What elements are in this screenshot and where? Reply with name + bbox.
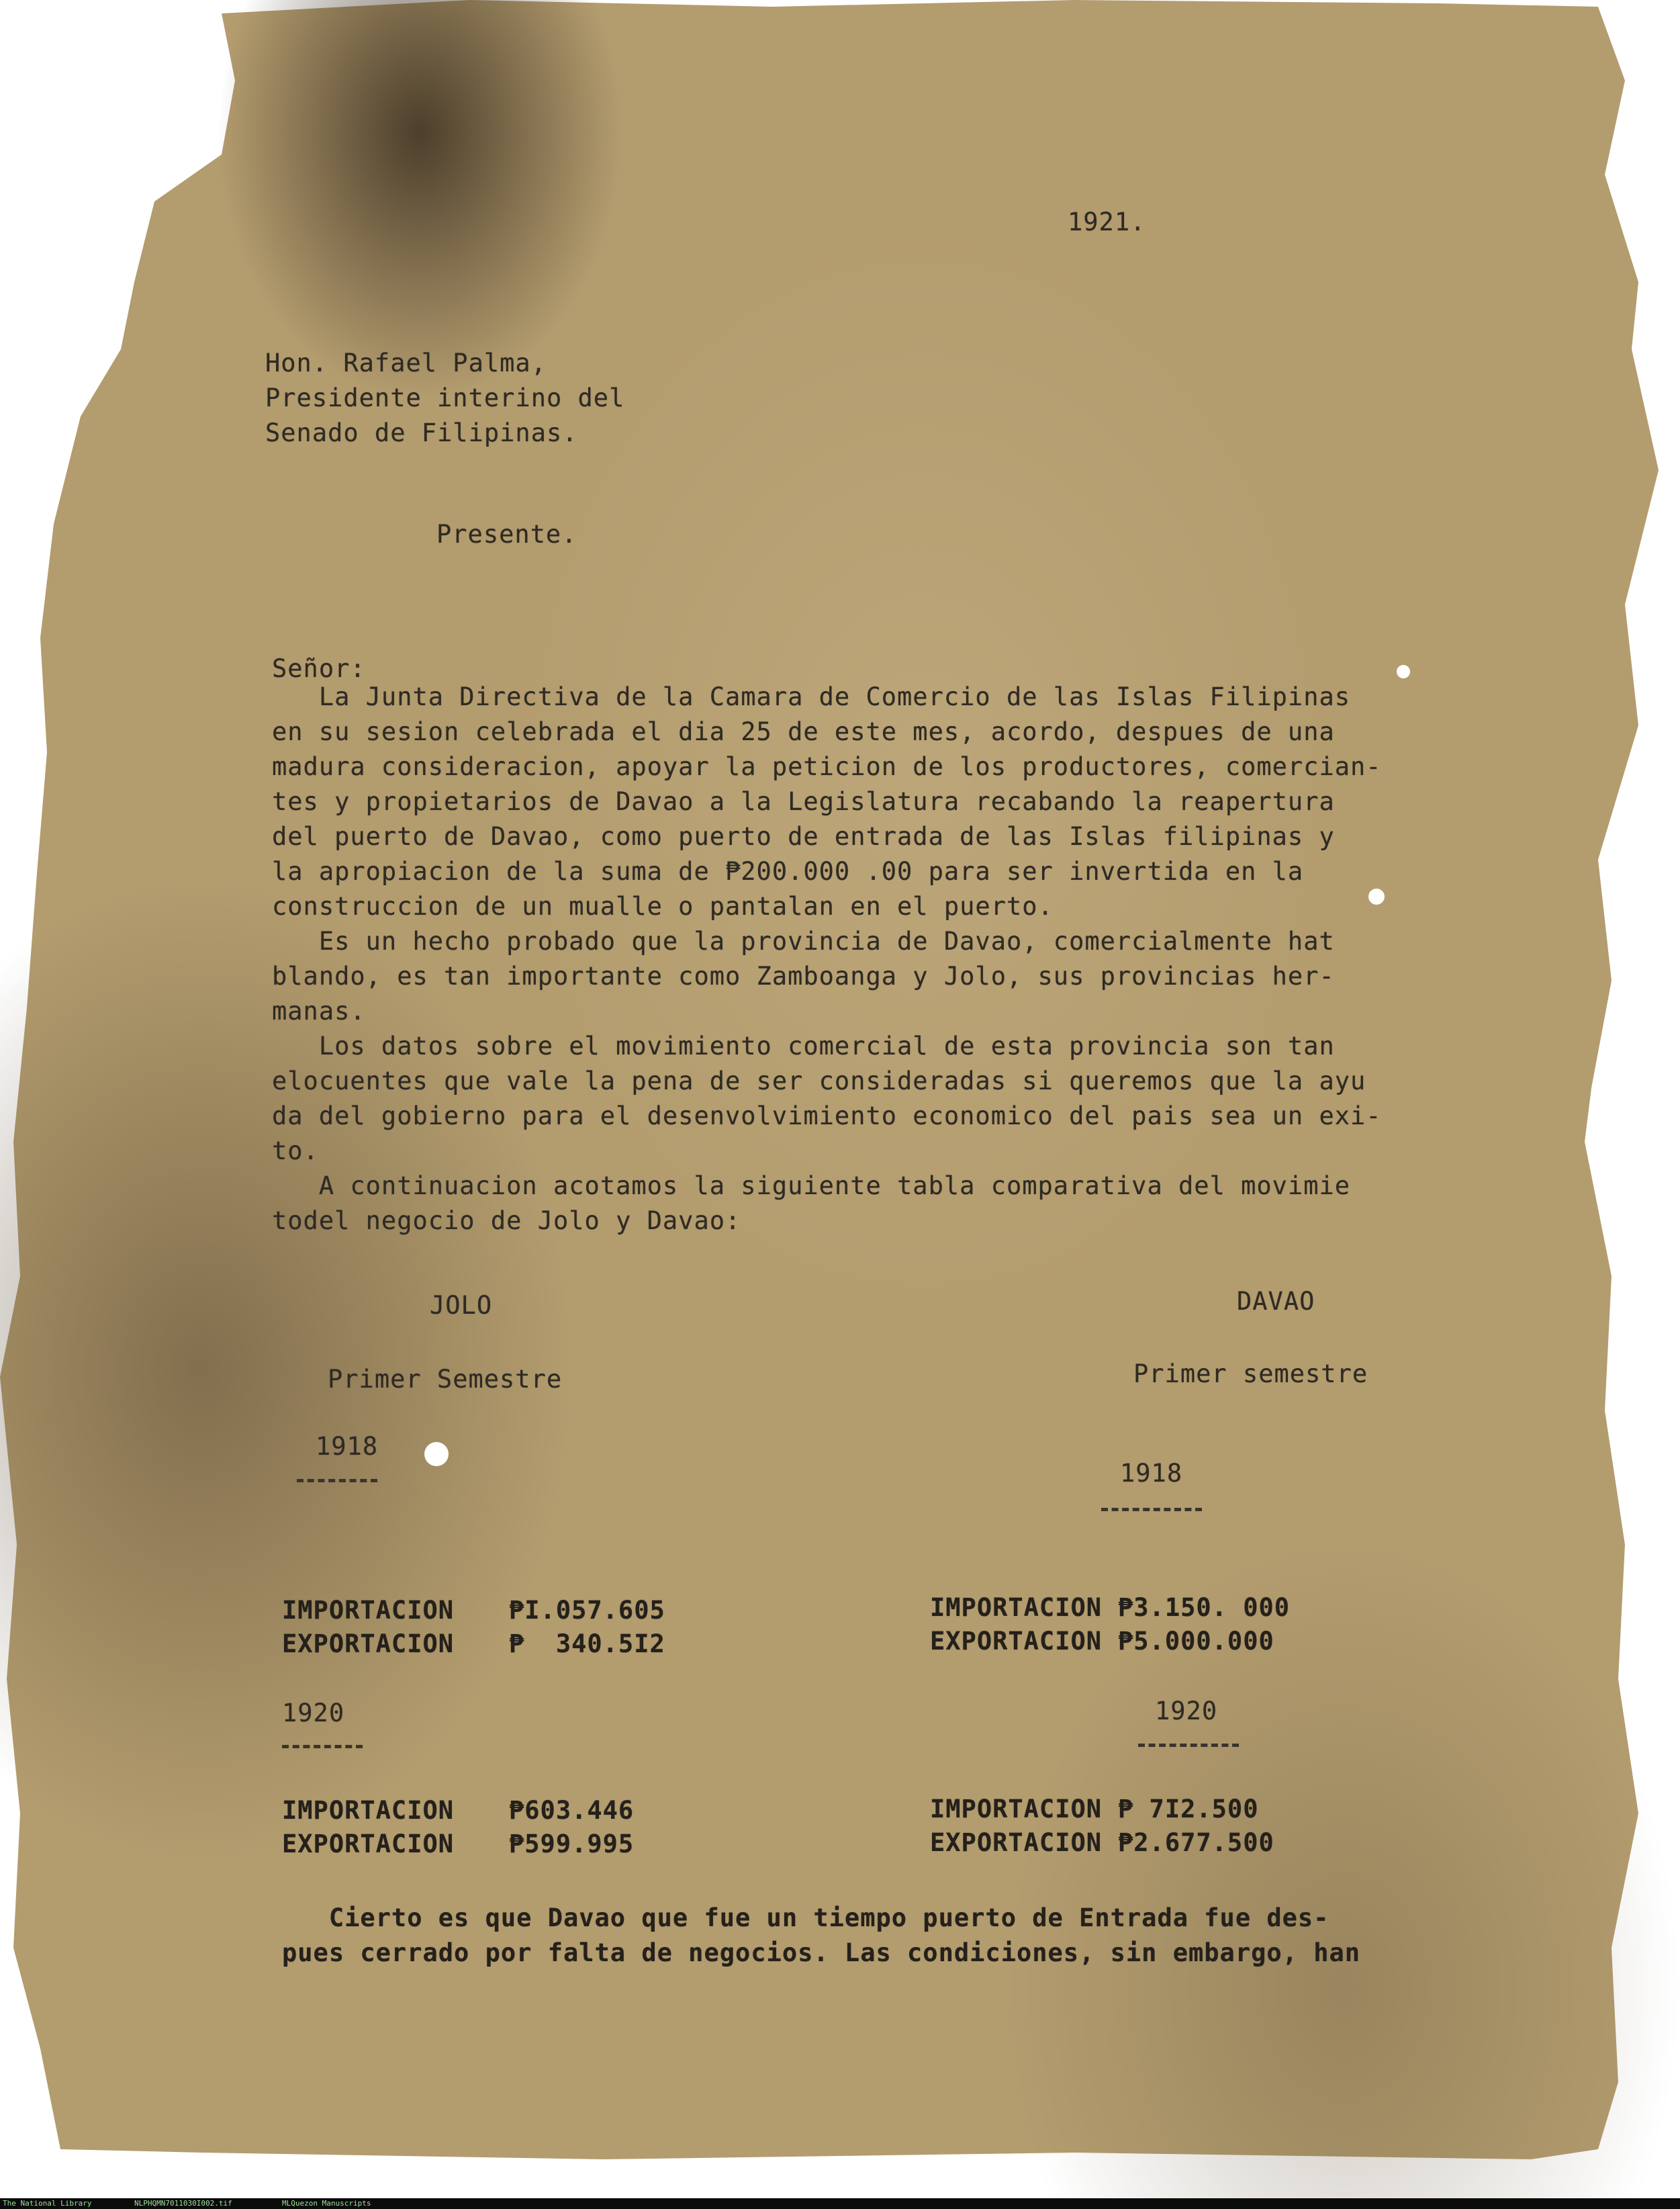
table-right-row1-label: IMPORTACION [930,1593,1103,1622]
table-left-row3-value: ₱603.446 [509,1796,635,1825]
addressee-line: Senado de Filipinas. [265,418,578,447]
closing-line: pues cerrado por falta de negocios. Las condiciones, sin embargo, han [282,1938,1361,1967]
body-line: en su sesion celebrada el dia 25 de este mes, acordo, despues de una [272,717,1335,746]
table-left-year2-rule [282,1745,363,1748]
table-right-semester: Primer semestre [1133,1359,1368,1388]
table-left-row1-value: ₱I.057.605 [509,1596,665,1625]
presente-line: Presente. [436,520,577,549]
body-line: madura consideracion, apoyar la peticion de los productores, comercian- [272,752,1382,781]
table-left-row4-label: EXPORTACION [282,1830,455,1858]
table-left-row2-label: EXPORTACION [282,1629,455,1658]
footer-library: The National Library [3,2199,92,2208]
body-line: la apropiacion de la suma de ₱200.000 .00 para ser invertida en la [272,857,1304,886]
paper-hole [424,1442,449,1466]
body-line: todel negocio de Jolo y Davao: [272,1206,741,1235]
table-right-row4-value: ₱2.677.500 [1118,1828,1274,1857]
table-right-place: DAVAO [1237,1287,1315,1316]
table-left-year2: 1920 [282,1699,345,1727]
body-line: Es un hecho probado que la provincia de Davao, comercialmente hat [272,927,1335,956]
body-line: da del gobierno para el desenvolvimiento economico del pais sea un exi- [272,1101,1382,1130]
table-right-year1-rule [1101,1508,1202,1511]
closing-line: Cierto es que Davao que fue un tiempo puerto de Entrada fue des- [282,1903,1329,1932]
body-line: Los datos sobre el movimiento comercial de esta provincia son tan [272,1032,1335,1061]
table-left-row1-label: IMPORTACION [282,1596,455,1625]
table-right-year2: 1920 [1155,1697,1218,1725]
body-line: A continuacion acotamos la siguiente tabla comparativa del movimie [272,1171,1351,1200]
table-right-row2-value: ₱5.000.000 [1118,1627,1274,1656]
footer-collection: MLQuezon Manuscripts [282,2199,371,2208]
table-right-year1: 1918 [1120,1459,1183,1488]
body-line: construccion de un mualle o pantalan en el puerto. [272,892,1054,921]
table-left-row2-value: ₱ 340.5I2 [509,1629,665,1658]
table-left-year1: 1918 [316,1432,379,1461]
salutation: Señor: [272,654,366,683]
table-left-semester: Primer Semestre [328,1365,563,1394]
body-line: La Junta Directiva de la Camara de Comercio de las Islas Filipinas [272,682,1351,711]
table-right-row4-label: EXPORTACION [930,1828,1103,1857]
body-line: manas. [272,997,366,1026]
table-left-place: JOLO [430,1291,493,1320]
table-right-row1-value: ₱3.150. 000 [1118,1593,1291,1622]
table-right-row3-label: IMPORTACION [930,1795,1103,1823]
paper-hole [1368,889,1385,905]
addressee-line: Hon. Rafael Palma, [265,349,547,377]
body-line: tes y propietarios de Davao a la Legislatura recabando la reapertura [272,787,1335,816]
table-right-year2-rule [1138,1744,1239,1747]
body-line: elocuentes que vale la pena de ser consideradas si queremos que la ayu [272,1067,1366,1095]
body-line: blando, es tan importante como Zamboanga y Jolo, sus provincias her- [272,962,1335,991]
body-line: del puerto de Davao, como puerto de entrada de las Islas filipinas y [272,822,1335,851]
addressee-line: Presidente interino del [265,384,625,412]
table-left-row3-label: IMPORTACION [282,1796,455,1825]
table-left-row4-value: ₱599.995 [509,1830,635,1858]
table-right-row2-label: EXPORTACION [930,1627,1103,1656]
footer-file: NLPHQMN7011030I002.tif [134,2199,232,2208]
paper-hole [1397,665,1410,678]
scan-footer-bar [0,2198,1680,2209]
table-left-year1-rule [297,1479,377,1482]
table-right-row3-value: ₱ 7I2.500 [1118,1795,1259,1823]
letter-year: 1921. [1068,208,1146,236]
body-line: to. [272,1136,319,1165]
